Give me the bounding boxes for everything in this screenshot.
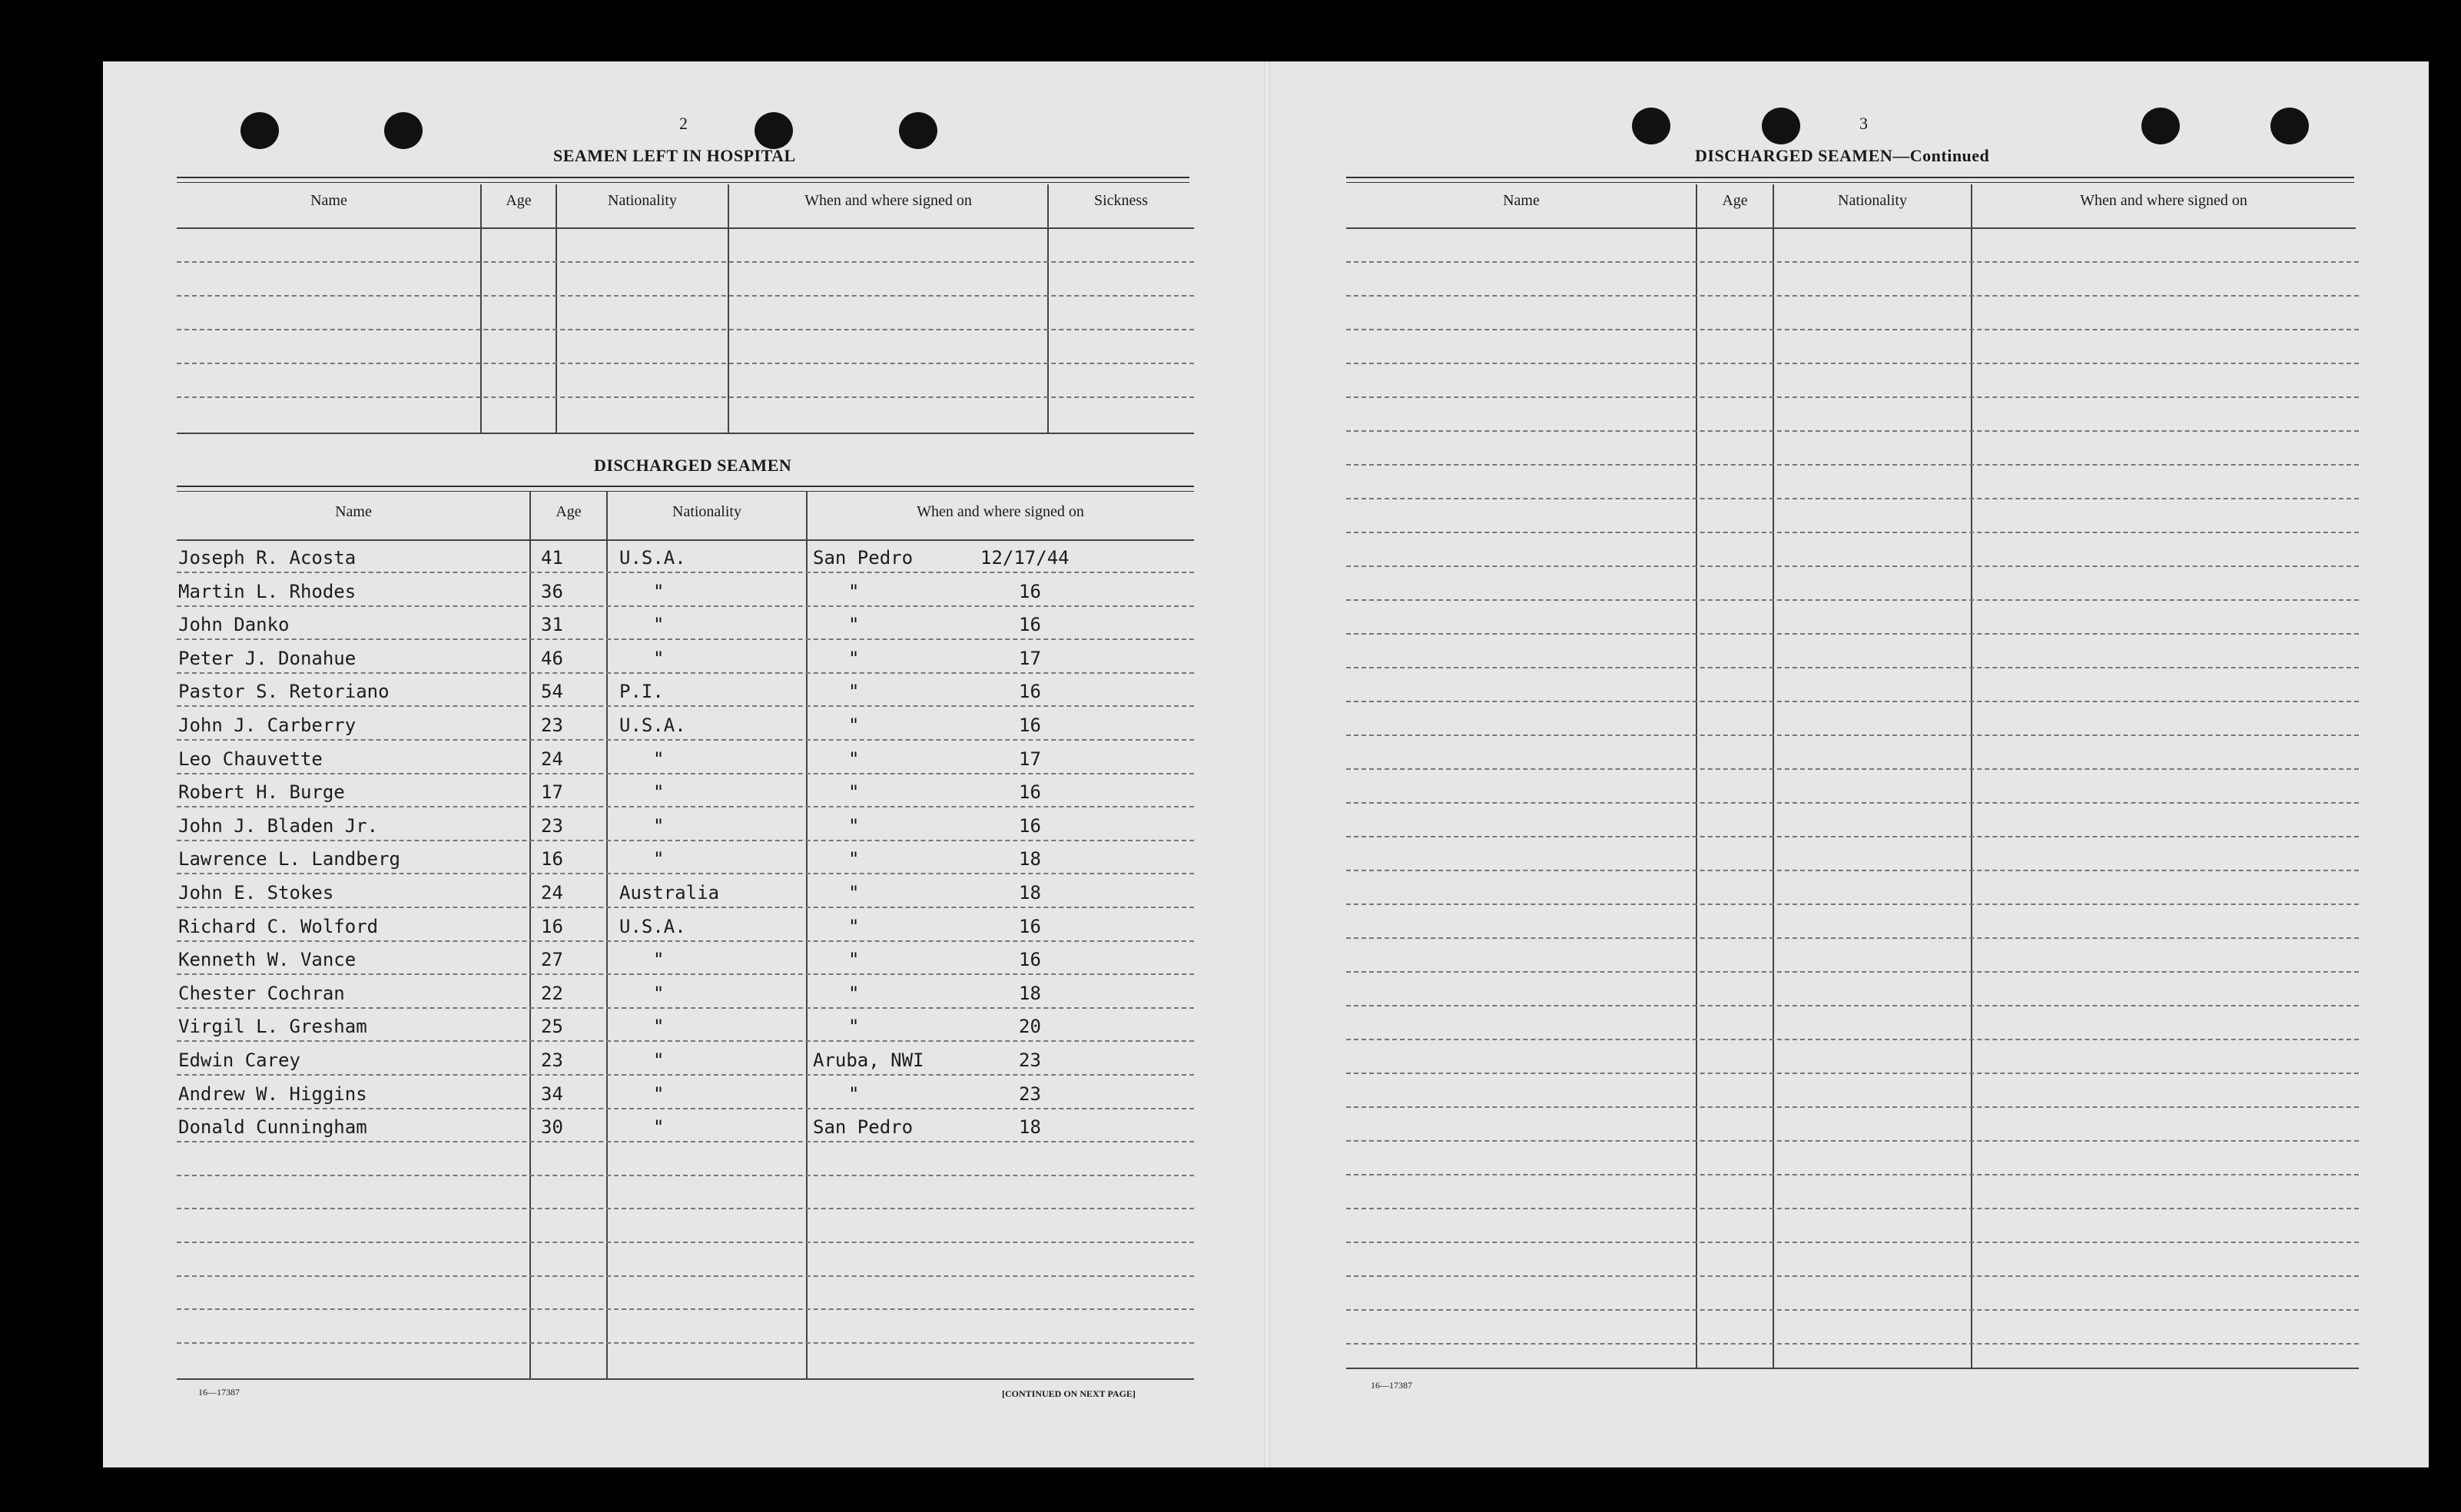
signed-on-date: 16 bbox=[1019, 949, 1041, 971]
row-rule bbox=[1346, 904, 2359, 905]
seaman-name: John J. Bladen Jr. bbox=[178, 814, 379, 837]
row-rule bbox=[1346, 1005, 2359, 1006]
row-rule bbox=[1346, 532, 2359, 533]
discharged-col-signed-header: When and where signed on bbox=[917, 503, 1084, 520]
right-col-name-header: Name bbox=[1503, 192, 1540, 209]
right-col-divider bbox=[1696, 184, 1697, 1368]
signed-on-date: 18 bbox=[1019, 882, 1041, 904]
punch-hole bbox=[755, 112, 793, 149]
row-rule bbox=[177, 773, 1194, 774]
seaman-nationality: Australia bbox=[619, 882, 720, 904]
seaman-age: 31 bbox=[541, 614, 563, 636]
row-rule bbox=[1346, 261, 2359, 263]
row-rule bbox=[177, 873, 1194, 874]
seaman-age: 16 bbox=[541, 848, 563, 870]
seaman-age: 22 bbox=[541, 982, 563, 1004]
seaman-nationality: P.I. bbox=[619, 681, 664, 703]
seaman-nationality: " bbox=[653, 982, 665, 1004]
seaman-nationality: " bbox=[653, 647, 665, 669]
row-rule bbox=[177, 739, 1194, 741]
signed-on-date: 16 bbox=[1019, 814, 1041, 837]
right-col-age-header: Age bbox=[1722, 192, 1748, 209]
signed-on-place: " bbox=[848, 781, 860, 804]
seaman-name: Martin L. Rhodes bbox=[178, 580, 357, 602]
signed-on-place: " bbox=[848, 715, 860, 736]
row-rule bbox=[177, 1342, 1194, 1344]
row-rule bbox=[177, 1040, 1194, 1042]
seaman-name: Andrew W. Higgins bbox=[178, 1083, 367, 1105]
signed-on-place: " bbox=[848, 647, 860, 669]
discharged-col-divider bbox=[806, 492, 808, 1379]
hospital-top-rule bbox=[177, 177, 1189, 183]
seaman-name: Pastor S. Retoriano bbox=[178, 681, 390, 703]
row-rule bbox=[1346, 734, 2359, 736]
hospital-col-name-header: Name bbox=[310, 192, 347, 209]
punch-hole bbox=[899, 112, 937, 149]
row-rule bbox=[177, 940, 1194, 942]
row-rule bbox=[1346, 599, 2359, 601]
right-col-divider bbox=[1773, 184, 1774, 1368]
seaman-nationality: " bbox=[653, 1116, 665, 1139]
signed-on-place: Aruba, NWI bbox=[813, 1049, 924, 1071]
right-header-rule bbox=[1346, 227, 2356, 229]
seaman-age: 23 bbox=[541, 814, 563, 837]
continued-note: [CONTINUED ON NEXT PAGE] bbox=[1002, 1388, 1136, 1399]
seaman-age: 54 bbox=[541, 681, 563, 703]
right-bottom-rule bbox=[1346, 1368, 2359, 1369]
row-rule bbox=[177, 907, 1194, 908]
page-fold bbox=[1264, 61, 1270, 1467]
right-col-nationality-header: Nationality bbox=[1838, 192, 1907, 209]
right-top-rule bbox=[1346, 177, 2354, 183]
row-rule bbox=[1346, 1140, 2359, 1142]
seaman-nationality: " bbox=[653, 1016, 665, 1038]
signed-on-date: 16 bbox=[1019, 681, 1041, 703]
discharged-section-title: DISCHARGED SEAMEN bbox=[594, 456, 792, 475]
seaman-nationality: " bbox=[653, 1049, 665, 1071]
signed-on-date: 16 bbox=[1019, 580, 1041, 602]
row-rule bbox=[1346, 1242, 2359, 1243]
signed-on-date: 16 bbox=[1019, 614, 1041, 636]
signed-on-date: 20 bbox=[1019, 1016, 1041, 1038]
row-rule bbox=[1346, 464, 2359, 466]
row-rule bbox=[177, 295, 1194, 297]
row-rule bbox=[177, 973, 1194, 975]
signed-on-place: San Pedro bbox=[813, 1116, 914, 1139]
row-rule bbox=[177, 1141, 1194, 1142]
row-rule bbox=[177, 840, 1194, 841]
seaman-nationality: " bbox=[653, 781, 665, 804]
row-rule bbox=[1346, 565, 2359, 567]
signed-on-place: " bbox=[848, 848, 860, 870]
discharged-top-rule bbox=[177, 486, 1194, 492]
seaman-nationality: " bbox=[653, 848, 665, 870]
row-rule bbox=[1346, 363, 2359, 364]
signed-on-place: " bbox=[848, 1016, 860, 1038]
seaman-nationality: " bbox=[653, 748, 665, 770]
seaman-age: 24 bbox=[541, 748, 563, 770]
seaman-name: Edwin Carey bbox=[178, 1049, 300, 1071]
row-rule bbox=[177, 638, 1194, 640]
form-number: 16—17387 bbox=[198, 1387, 240, 1398]
seaman-nationality: U.S.A. bbox=[619, 547, 686, 569]
row-rule bbox=[177, 806, 1194, 807]
punch-hole bbox=[384, 112, 423, 149]
seaman-nationality: U.S.A. bbox=[619, 915, 686, 937]
signed-on-date: 23 bbox=[1019, 1049, 1041, 1071]
row-rule bbox=[1346, 1309, 2359, 1311]
seaman-age: 46 bbox=[541, 647, 563, 669]
seaman-name: Leo Chauvette bbox=[178, 748, 323, 770]
page-number: 2 bbox=[679, 114, 688, 133]
row-rule bbox=[177, 572, 1194, 573]
row-rule bbox=[177, 1074, 1194, 1076]
right-page bbox=[1267, 61, 2429, 1467]
row-rule bbox=[1346, 1073, 2359, 1074]
seaman-age: 30 bbox=[541, 1116, 563, 1139]
row-rule bbox=[1346, 701, 2359, 702]
signed-on-date: 17 bbox=[1019, 647, 1041, 669]
row-rule bbox=[1346, 396, 2359, 398]
discharged-col-age-header: Age bbox=[556, 503, 582, 520]
right-col-divider bbox=[1971, 184, 1972, 1368]
punch-hole bbox=[1632, 108, 1670, 144]
row-rule bbox=[177, 363, 1194, 364]
row-rule bbox=[1346, 295, 2359, 297]
row-rule bbox=[1346, 971, 2359, 973]
row-rule bbox=[1346, 1106, 2359, 1108]
signed-on-place: " bbox=[848, 814, 860, 837]
form-number: 16—17387 bbox=[1371, 1380, 1412, 1391]
signed-on-date: 18 bbox=[1019, 1116, 1041, 1139]
row-rule bbox=[1346, 633, 2359, 635]
row-rule bbox=[1346, 768, 2359, 770]
signed-on-place: San Pedro bbox=[813, 547, 914, 569]
seaman-age: 17 bbox=[541, 781, 563, 804]
row-rule bbox=[1346, 667, 2359, 668]
seaman-name: Virgil L. Gresham bbox=[178, 1016, 367, 1038]
discharged-col-nationality-header: Nationality bbox=[672, 503, 741, 520]
signed-on-date: 23 bbox=[1019, 1083, 1041, 1105]
row-rule bbox=[177, 1108, 1194, 1109]
seaman-name: Joseph R. Acosta bbox=[178, 547, 357, 569]
page-number: 3 bbox=[1859, 114, 1868, 133]
row-rule bbox=[177, 1007, 1194, 1009]
seaman-name: John E. Stokes bbox=[178, 882, 334, 904]
discharged-col-name-header: Name bbox=[335, 503, 372, 520]
seaman-name: John J. Carberry bbox=[178, 715, 357, 736]
row-rule bbox=[177, 329, 1194, 330]
row-rule bbox=[177, 672, 1194, 674]
discharged-bottom-rule bbox=[177, 1378, 1194, 1380]
row-rule bbox=[177, 1308, 1194, 1310]
hospital-col-age-header: Age bbox=[506, 192, 532, 209]
seaman-nationality: " bbox=[653, 1083, 665, 1105]
seaman-age: 25 bbox=[541, 1016, 563, 1038]
row-rule bbox=[1346, 937, 2359, 939]
hospital-col-nationality-header: Nationality bbox=[608, 192, 677, 209]
seaman-age: 41 bbox=[541, 547, 563, 569]
hospital-bottom-rule bbox=[177, 433, 1194, 434]
seaman-name: Chester Cochran bbox=[178, 982, 345, 1004]
row-rule bbox=[177, 1208, 1194, 1209]
row-rule bbox=[1346, 870, 2359, 871]
seaman-age: 27 bbox=[541, 949, 563, 971]
seaman-name: John Danko bbox=[178, 614, 290, 636]
seaman-age: 34 bbox=[541, 1083, 563, 1105]
signed-on-place: " bbox=[848, 614, 860, 636]
right-section-title: DISCHARGED SEAMEN—Continued bbox=[1695, 146, 1990, 165]
row-rule bbox=[1346, 329, 2359, 330]
row-rule bbox=[1346, 802, 2359, 804]
seaman-nationality: " bbox=[653, 814, 665, 837]
signed-on-place: " bbox=[848, 580, 860, 602]
seaman-age: 24 bbox=[541, 882, 563, 904]
hospital-section-title: SEAMEN LEFT IN HOSPITAL bbox=[553, 146, 796, 165]
row-rule bbox=[1346, 1039, 2359, 1040]
signed-on-date: 12/17/44 bbox=[980, 547, 1070, 569]
signed-on-date: 16 bbox=[1019, 915, 1041, 937]
signed-on-date: 18 bbox=[1019, 982, 1041, 1004]
seaman-nationality: " bbox=[653, 580, 665, 602]
punch-hole bbox=[2270, 108, 2309, 144]
signed-on-date: 16 bbox=[1019, 781, 1041, 804]
seaman-age: 23 bbox=[541, 715, 563, 736]
discharged-header-rule bbox=[177, 539, 1194, 541]
row-rule bbox=[1346, 836, 2359, 837]
signed-on-place: " bbox=[848, 982, 860, 1004]
punch-hole bbox=[240, 112, 279, 149]
row-rule bbox=[1346, 1208, 2359, 1209]
row-rule bbox=[1346, 498, 2359, 499]
seaman-nationality: " bbox=[653, 614, 665, 636]
seaman-nationality: " bbox=[653, 949, 665, 971]
row-rule bbox=[1346, 1343, 2359, 1345]
row-rule bbox=[177, 605, 1194, 607]
seaman-name: Kenneth W. Vance bbox=[178, 949, 357, 971]
signed-on-place: " bbox=[848, 681, 860, 703]
signed-on-place: " bbox=[848, 949, 860, 971]
signed-on-place: " bbox=[848, 915, 860, 937]
row-rule bbox=[177, 1275, 1194, 1277]
hospital-header-rule bbox=[177, 227, 1194, 229]
signed-on-date: 17 bbox=[1019, 748, 1041, 770]
seaman-name: Peter J. Donahue bbox=[178, 647, 357, 669]
seaman-nationality: U.S.A. bbox=[619, 715, 686, 736]
row-rule bbox=[177, 1242, 1194, 1243]
seaman-name: Robert H. Burge bbox=[178, 781, 345, 804]
signed-on-place: " bbox=[848, 1083, 860, 1105]
discharged-col-divider bbox=[529, 492, 531, 1379]
hospital-col-signed-header: When and where signed on bbox=[804, 192, 972, 209]
row-rule bbox=[1346, 1174, 2359, 1175]
row-rule bbox=[177, 396, 1194, 398]
row-rule bbox=[1346, 1275, 2359, 1277]
hospital-col-sickness-header: Sickness bbox=[1094, 192, 1148, 209]
seaman-age: 36 bbox=[541, 580, 563, 602]
signed-on-date: 16 bbox=[1019, 715, 1041, 736]
row-rule bbox=[177, 705, 1194, 707]
seaman-age: 23 bbox=[541, 1049, 563, 1071]
seaman-name: Richard C. Wolford bbox=[178, 915, 379, 937]
row-rule bbox=[177, 261, 1194, 263]
row-rule bbox=[1346, 430, 2359, 432]
signed-on-date: 18 bbox=[1019, 848, 1041, 870]
signed-on-place: " bbox=[848, 748, 860, 770]
right-col-signed-header: When and where signed on bbox=[2080, 192, 2247, 209]
discharged-col-divider bbox=[606, 492, 608, 1379]
punch-hole bbox=[2141, 108, 2180, 144]
signed-on-place: " bbox=[848, 882, 860, 904]
row-rule bbox=[177, 1175, 1194, 1176]
seaman-age: 16 bbox=[541, 915, 563, 937]
seaman-name: Lawrence L. Landberg bbox=[178, 848, 400, 870]
punch-hole bbox=[1762, 108, 1800, 144]
seaman-name: Donald Cunningham bbox=[178, 1116, 367, 1139]
